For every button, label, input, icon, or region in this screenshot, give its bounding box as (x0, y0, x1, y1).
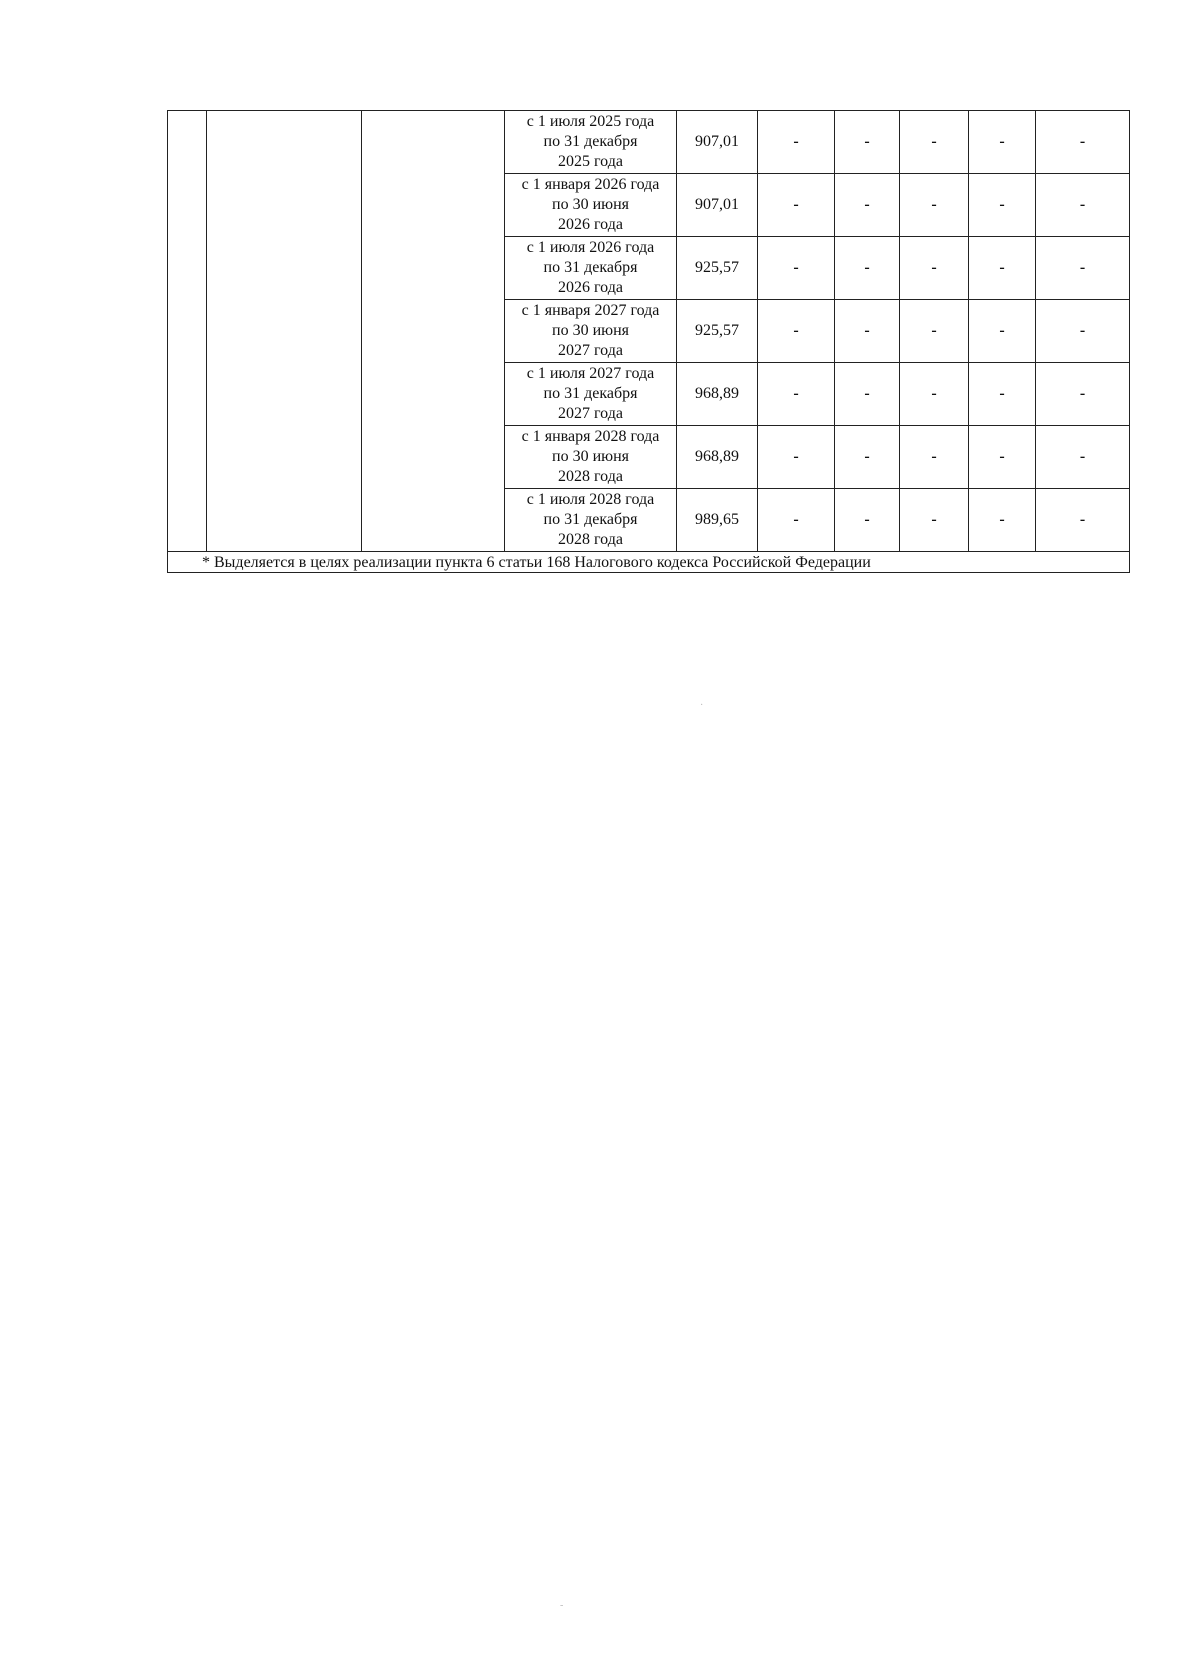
dash-cell (969, 489, 1036, 552)
tariff-value-cell (677, 174, 758, 237)
period-cell (505, 174, 677, 237)
dash: - (931, 511, 937, 528)
dash-cell (835, 426, 900, 489)
dash-cell (1036, 426, 1130, 489)
scan-speck: - (560, 1600, 564, 1611)
tariff-value-cell (677, 300, 758, 363)
dash: - (864, 385, 870, 402)
dash: - (999, 196, 1005, 213)
number-cell (168, 111, 207, 552)
dash-cell (835, 111, 900, 174)
dash-cell (1036, 489, 1130, 552)
tariff-table (167, 110, 1130, 573)
period-text: с 1 июля 2025 года по 31 декабря 2025 года (526, 113, 655, 170)
dash: - (931, 322, 937, 339)
category-cell (362, 111, 505, 552)
dash: - (1079, 259, 1086, 276)
period-text: с 1 июля 2027 года по 31 декабря 2027 года (526, 365, 655, 422)
period-cell (505, 111, 677, 174)
dash: - (793, 322, 799, 339)
period-cell (505, 300, 677, 363)
dash: - (999, 133, 1005, 150)
dash-cell (900, 363, 969, 426)
dash-cell (969, 426, 1036, 489)
dash-cell (900, 426, 969, 489)
dash-cell (758, 237, 835, 300)
tariff-value: 925,57 (695, 259, 739, 276)
dash: - (1079, 322, 1086, 339)
dash: - (931, 385, 937, 402)
tariff-value: 907,01 (695, 133, 739, 150)
dash-cell (1036, 363, 1130, 426)
dash: - (999, 448, 1005, 465)
dash: - (999, 322, 1005, 339)
dash-cell (1036, 111, 1130, 174)
dash-cell (758, 489, 835, 552)
dash-cell (969, 237, 1036, 300)
period-text: с 1 января 2027 года по 30 июня 2027 года (521, 302, 660, 359)
period-cell (505, 237, 677, 300)
dash: - (864, 322, 870, 339)
dash: - (931, 448, 937, 465)
tariff-value: 925,57 (695, 322, 739, 339)
dash-cell (900, 174, 969, 237)
dash: - (1079, 448, 1086, 465)
tariff-value-cell (677, 426, 758, 489)
period-text: с 1 июля 2028 года по 31 декабря 2028 года (526, 491, 655, 548)
dash-cell (969, 111, 1036, 174)
period-text: с 1 июля 2026 года по 31 декабря 2026 года (526, 239, 655, 296)
dash: - (864, 133, 870, 150)
dash-cell (835, 363, 900, 426)
dash-cell (835, 174, 900, 237)
dash: - (931, 196, 937, 213)
dash: - (864, 448, 870, 465)
period-text: с 1 января 2028 года по 30 июня 2028 года (521, 428, 660, 485)
dash-cell (900, 237, 969, 300)
dash-cell (969, 300, 1036, 363)
dash: - (793, 385, 799, 402)
dash-cell (1036, 300, 1130, 363)
dash-cell (758, 111, 835, 174)
dash: - (793, 259, 799, 276)
tariff-value-cell (677, 489, 758, 552)
dash: - (1079, 385, 1086, 402)
dash: - (931, 259, 937, 276)
period-cell (505, 489, 677, 552)
dash-cell (758, 363, 835, 426)
tariff-value-cell (677, 363, 758, 426)
dash-cell (969, 363, 1036, 426)
period-text: с 1 января 2026 года по 30 июня 2026 года (521, 176, 660, 233)
dash-cell (758, 174, 835, 237)
tariff-value: 907,01 (695, 196, 739, 213)
dash: - (999, 511, 1005, 528)
table-row (168, 111, 1130, 174)
dash: - (1079, 133, 1086, 150)
scan-speck: · (700, 700, 704, 711)
tariff-value: 989,65 (695, 511, 739, 528)
organization-cell (207, 111, 362, 552)
dash-cell (1036, 237, 1130, 300)
dash: - (864, 259, 870, 276)
dash-cell (758, 300, 835, 363)
dash-cell (835, 489, 900, 552)
dash: - (999, 385, 1005, 402)
tariff-value: 968,89 (695, 448, 739, 465)
dash-cell (835, 237, 900, 300)
dash: - (793, 133, 799, 150)
dash: - (793, 448, 799, 465)
dash-cell (900, 300, 969, 363)
tariff-value-cell (677, 237, 758, 300)
dash: - (864, 196, 870, 213)
footnote: * Выделяется в целях реализации пункта 6 статьи 168 Налогового кодекса Российской Федерации (168, 552, 1130, 573)
dash-cell (969, 174, 1036, 237)
dash: - (793, 196, 799, 213)
footnote-row (168, 552, 1130, 573)
dash-cell (1036, 174, 1130, 237)
dash: - (1079, 511, 1086, 528)
dash: - (793, 511, 799, 528)
tariff-value: 968,89 (695, 385, 739, 402)
dash-cell (758, 426, 835, 489)
tariff-value-cell (677, 111, 758, 174)
dash: - (931, 133, 937, 150)
period-cell (505, 363, 677, 426)
dash: - (864, 511, 870, 528)
dash-cell (900, 489, 969, 552)
dash-cell (900, 111, 969, 174)
dash-cell (835, 300, 900, 363)
period-cell (505, 426, 677, 489)
dash: - (1079, 196, 1086, 213)
dash: - (999, 259, 1005, 276)
